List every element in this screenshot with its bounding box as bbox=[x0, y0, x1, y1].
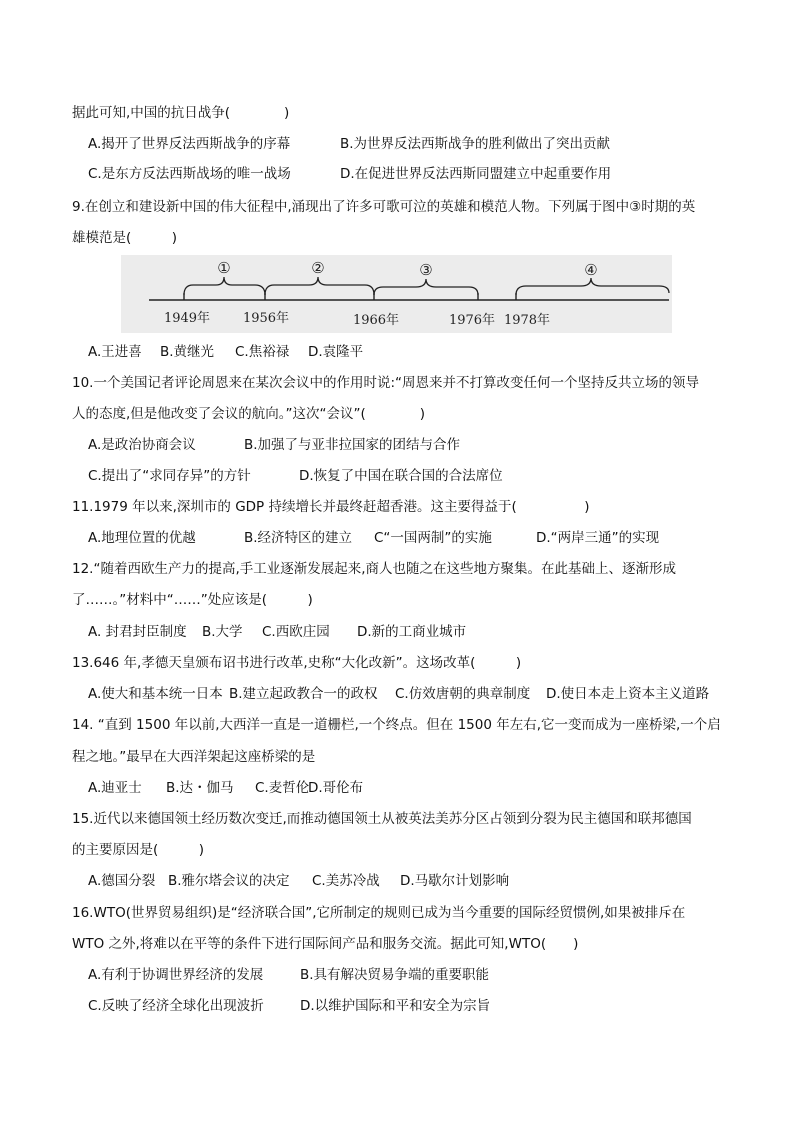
q15-option-d: D.马歇尔计划影响 bbox=[400, 873, 510, 889]
q12-stem-line1: 12.“随着西欧生产力的提高,手工业逐渐发展起来,商人也随之在这些地方聚集。在此基础上、逐渐形成 bbox=[72, 561, 677, 577]
q9-timeline-figure bbox=[121, 255, 672, 333]
q10-option-d: D.恢复了中国在联合国的合法席位 bbox=[299, 468, 503, 484]
year-label-1956: 1956年 bbox=[242, 311, 290, 326]
q9-option-a: A.王进喜 bbox=[88, 344, 142, 360]
period-label-1: ① bbox=[217, 259, 231, 277]
q15-option-c: C.美苏冷战 bbox=[312, 873, 380, 889]
q13-option-a: A.使大和基本统一日本 bbox=[88, 686, 223, 702]
year-label-1949: 1949年 bbox=[163, 311, 211, 326]
year-label-1966: 1966年 bbox=[352, 313, 400, 328]
q16-option-d: D.以维护国际和平和安全为宗旨 bbox=[300, 998, 491, 1014]
q10-stem-line2: 人的态度,但是他改变了会议的航向。”这次“会议”( ) bbox=[72, 406, 426, 422]
q16-option-a: A.有利于协调世界经济的发展 bbox=[88, 967, 264, 983]
year-label-1978: 1978年 bbox=[503, 313, 551, 328]
q10-option-b: B.加强了与亚非拉国家的团结与合作 bbox=[244, 437, 461, 453]
q16-stem-line2: WTO 之外,将难以在平等的条件下进行国际间产品和服务交流。据此可知,WTO( ) bbox=[72, 936, 579, 952]
q12-option-a: A. 封君封臣制度 bbox=[88, 624, 187, 640]
q14-option-d: D.哥伦布 bbox=[308, 780, 364, 796]
q9-option-d: D.袁隆平 bbox=[308, 344, 364, 360]
brace-period-2 bbox=[265, 277, 374, 295]
brace-period-4 bbox=[516, 278, 669, 295]
q10-option-c: C.提出了“求同存异”的方针 bbox=[88, 468, 251, 484]
q12-option-c: C.西欧庄园 bbox=[262, 624, 330, 640]
q16-option-b: B.具有解决贸易争端的重要职能 bbox=[300, 967, 490, 983]
q12-stem-line2: 了……。”材料中“……”处应该是( ) bbox=[72, 592, 313, 608]
q8-option-c: C.是东方反法西斯战场的唯一战场 bbox=[88, 166, 291, 182]
year-label-1976: 1976年 bbox=[448, 313, 496, 328]
q11-stem: 11.1979 年以来,深圳市的 GDP 持续增长并最终赶超香港。这主要得益于( ) bbox=[72, 499, 590, 515]
period-label-3: ③ bbox=[419, 261, 433, 279]
q12-option-d: D.新的工商业城市 bbox=[357, 624, 467, 640]
q11-option-c: C“一国两制”的实施 bbox=[374, 530, 492, 546]
q8-stem: 据此可知,中国的抗日战争( ) bbox=[72, 105, 290, 121]
q11-option-a: A.地理位置的优越 bbox=[88, 530, 196, 546]
q14-option-c: C.麦哲伦 bbox=[255, 780, 310, 796]
q15-option-b: B.雅尔塔会议的决定 bbox=[168, 873, 290, 889]
q12-option-b: B.大学 bbox=[202, 624, 243, 640]
q13-option-c: C.仿效唐朝的典章制度 bbox=[395, 686, 531, 702]
q8-option-a: A.揭开了世界反法西斯战争的序幕 bbox=[88, 136, 291, 152]
q15-stem-line2: 的主要原因是( ) bbox=[72, 842, 205, 858]
q13-option-d: D.使日本走上资本主义道路 bbox=[546, 686, 710, 702]
q9-option-b: B.黄继光 bbox=[160, 344, 215, 360]
q10-stem-line1: 10.一个美国记者评论周恩来在某次会议中的作用时说:“周恩来并不打算改变任何一个坚持反共立场的领导 bbox=[72, 375, 700, 391]
q9-option-c: C.焦裕禄 bbox=[235, 344, 290, 360]
q15-option-a: A.德国分裂 bbox=[88, 873, 156, 889]
q14-option-a: A.迪亚士 bbox=[88, 780, 142, 796]
q14-option-b: B.达・伽马 bbox=[166, 780, 234, 796]
brace-period-1 bbox=[184, 277, 265, 295]
period-label-4: ④ bbox=[584, 261, 598, 279]
q14-stem-line1: 14. “直到 1500 年以前,大西洋一直是一道栅栏,一个终点。但在 1500 年左右,它一变而成为一座桥梁,一个启 bbox=[72, 717, 721, 733]
q11-option-b: B.经济特区的建立 bbox=[244, 530, 353, 546]
q9-stem-line2: 雄模范是( ) bbox=[72, 230, 178, 246]
q14-stem-line2: 程之地。”最早在大西洋架起这座桥梁的是 bbox=[72, 749, 316, 765]
q16-stem-line1: 16.WTO(世界贸易组织)是“经济联合国”,它所制定的规则已成为当今重要的国际经贸惯例,如果被排斥在 bbox=[72, 905, 686, 921]
q8-option-d: D.在促进世界反法西斯同盟建立中起重要作用 bbox=[340, 166, 612, 182]
period-label-2: ② bbox=[311, 259, 325, 277]
q10-option-a: A.是政治协商会议 bbox=[88, 437, 196, 453]
q9-stem-line1: 9.在创立和建设新中国的伟大征程中,涌现出了许多可歌可泣的英雄和模范人物。下列属于图中③时期的英 bbox=[72, 199, 696, 215]
q13-stem: 13.646 年,孝德天皇颁布诏书进行改革,史称“大化改新”。这场改革( ) bbox=[72, 655, 522, 671]
q16-option-c: C.反映了经济全球化出现波折 bbox=[88, 998, 264, 1014]
q13-option-b: B.建立起政教合一的政权 bbox=[229, 686, 378, 702]
q11-option-d: D.“两岸三通”的实现 bbox=[536, 530, 660, 546]
q8-option-b: B.为世界反法西斯战争的胜利做出了突出贡献 bbox=[340, 136, 611, 152]
q15-stem-line1: 15.近代以来德国领土经历数次变迁,而推动德国领土从被英法美苏分区占领到分裂为民主德国和联邦德国 bbox=[72, 811, 692, 827]
brace-period-3 bbox=[374, 279, 478, 295]
